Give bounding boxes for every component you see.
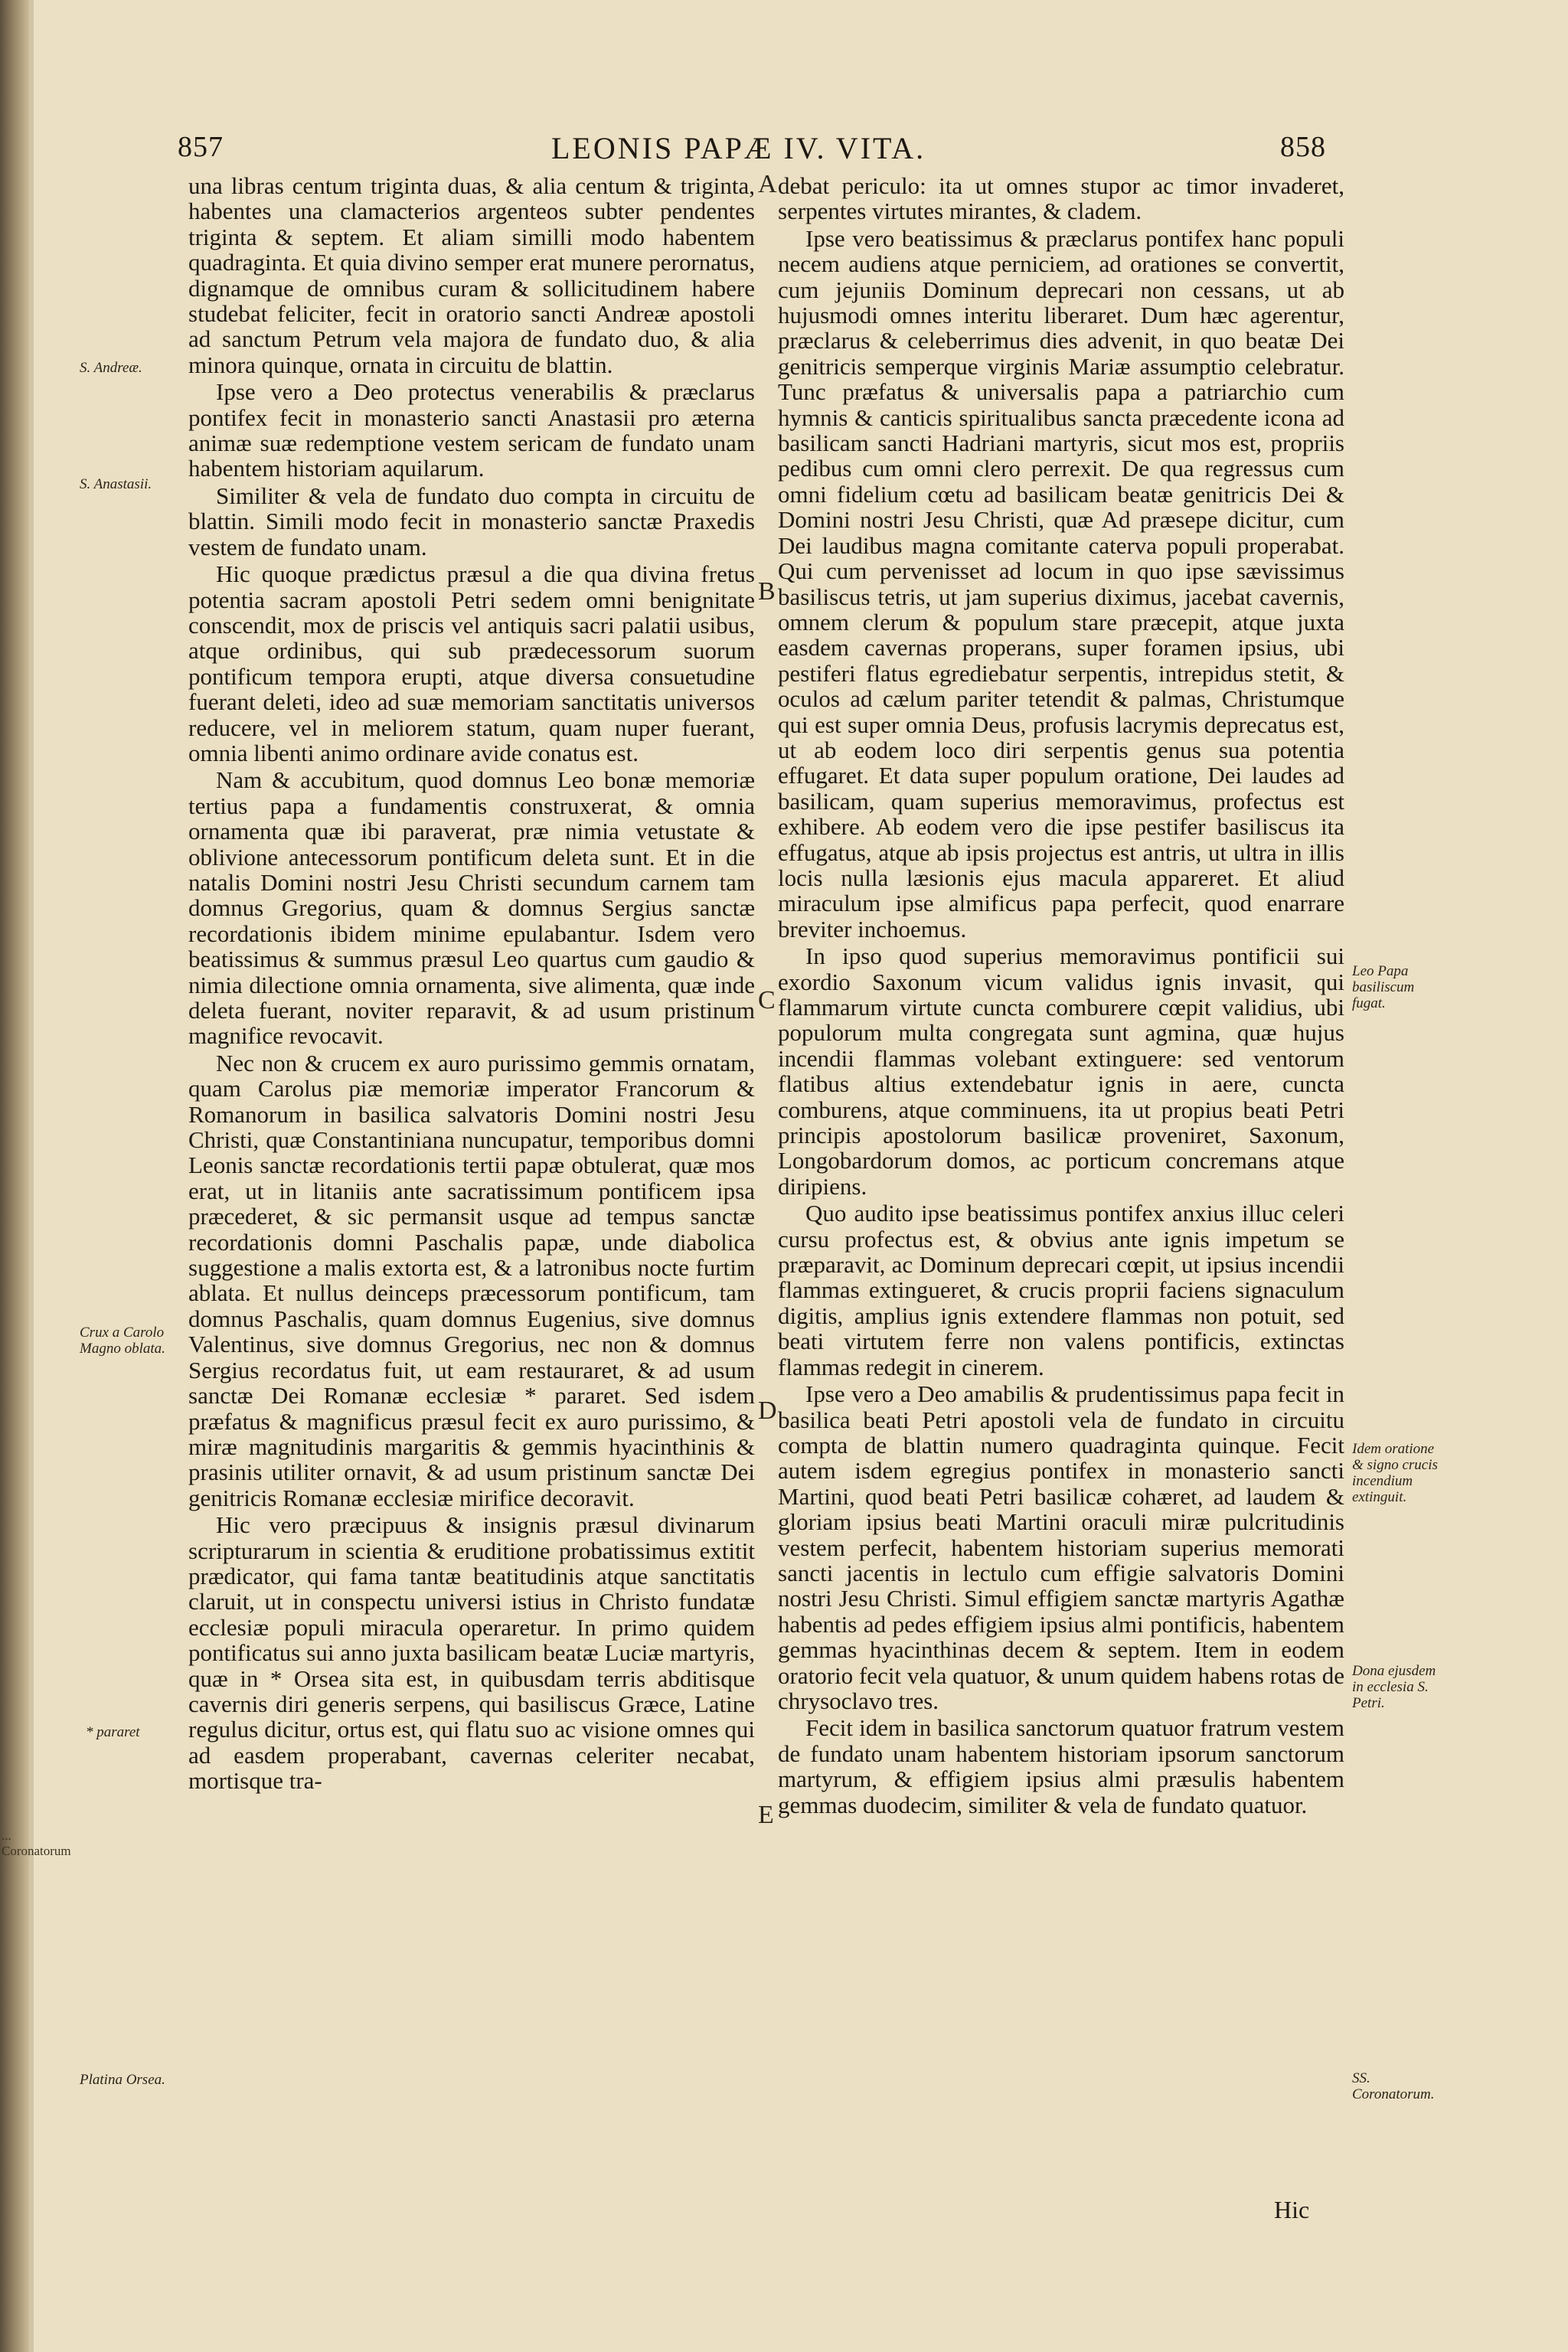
paragraph: Quo audito ipse beatissimus pontifex anxius illuc celeri cursu profectus est, & obvius ante ignis impetum se præparavit, ac Dominum deprecari cœpit, ut ipsius incendii flammas extingueret, & crucis proprii faciens signaculum digitis, amplius ignis extendere flammas non potuit, sed beati virtutem ferre non valens pontificis, extinctas flammas redegit in cinerem. xyxy=(778,1200,1344,1380)
paragraph: Fecit idem in basilica sanctorum quatuor fratrum vestem de fundato unam habentem historiam ipsorum sanctorum martyrum, & effigiem ipsius almi præsulis habentem gemmas duodecim, similiter & vela de fundato quatuor. xyxy=(778,1714,1344,1818)
right-text-column xyxy=(778,173,1344,1818)
margin-note-crux: Crux a Carolo Magno oblata. xyxy=(80,1325,165,1357)
section-letter-c: C xyxy=(758,986,776,1014)
paragraph: Nam & accubitum, quod domnus Leo bonæ memoriæ tertius papa a fundamentis construxerat, & omnia ornamenta quæ ibi paraverat, præ nimia vetustate & oblivione antecessorum pontificum deleta sunt. Et in die natalis Domini nostri Jesu Christi secundum carnem tam domnus Gregorius, quam & domnus Sergius sanctæ recordationis ibidem minime epulabantur. Isdem vero beatissimus & summus præsul Leo quartus cum gaudio & nimia dilectione omnia ornamenta, sive alimenta, quæ inde deleta fuerant, noviter reparavit, & ad usum pristinum magnifice revocavit. xyxy=(188,766,755,1050)
paragraph: Ipse vero a Deo amabilis & prudentissimus papa fecit in basilica beati Petri apostoli vela de fundato in circuitu compta de blattin numero quadraginta quinque. Fecit autem isdem egregius pontifex in monasterio sancti Martini, quod beati Petri basilicæ cohæret, ad laudem & gloriam ipsius beati Martini oraculi miræ pulcritudinis vestem perfecit, habentem historiam superius memorati sancti jacentis in lectulo cum effigie salvatoris Domini nostri Jesu Christi. Simul effigiem sanctæ martyris Agathæ habentis ad pedes effigiem ipsius almi pontificis, habentem gemmas hyacinthinas decem & septem. Item in eodem oratorio fecit vela quatuor, & unum quidem habens rotas de chrysoclavo tres. xyxy=(778,1380,1344,1714)
margin-note-andreae: S. Andreæ. xyxy=(80,360,142,376)
page-number-left: 857 xyxy=(178,131,224,163)
paragraph: debat periculo: ita ut omnes stupor ac timor invaderet, serpentes virtutes mirantes, & cladem. xyxy=(778,172,1344,225)
paragraph: Hic quoque prædictus præsul a die qua divina fretus potentia sacram apostoli Petri sedem omni benignitate conscendit, mox de priscis vel antiquis sacri palatii usibus, atque ordinibus, qui sub prædecessorum suorum pontificum tempora erupti, atque diversa consuetudine fuerant deleti, ideo ad suæ memoriam sanctitatis universos reducere, vel in meliorem statum, quam nuper fuerant, omnia libenti animo ordinare avide conatus est. xyxy=(188,560,755,766)
paragraph: Ipse vero a Deo protectus venerabilis & præclarus pontifex fecit in monasterio sancti Anastasii pro æterna animæ suæ redemptione vestem sericam de fundato unam habentem historiam aquilarum. xyxy=(188,378,755,482)
paragraph: In ipso quod superius memoravimus pontificii sui exordio Saxonum vicum validus ignis invasit, qui flammarum virtute cuncta comburere cœpit validius, ubi populorum multa congregata sunt agmina, quæ hujus incendii flammas volebant extinguere: sed ventorum flatibus altius extendebatur ignis in aere, cuncta comburens, atque comminuens, ita ut propius beati Petri principis apostolorum basilicæ proveniret, Saxonum, Longobardorum domos, ac porticum concremans atque diripiens. xyxy=(778,942,1344,1200)
paragraph: Hic vero præcipuus & insignis præsul divinarum scripturarum in scientia & eruditione probatissimus extitit prædicator, qui fama tantæ beatitudinis atque sanctitatis claruit, ut in conspectu universi istius in Christo fundatæ ecclesiæ populi miracula operaretur. In primo quidem pontificatus sui anno juxta basilicam beatæ Luciæ martyris, quæ in * Orsea sita est, in quibusdam terris abditisque cavernis diri generis serpens, qui basiliscus Græce, Latine regulus dicitur, ortus est, qui flatu suo ac visione omnes qui ad easdem properabant, cavernas celeriter necabat, mortisque tra- xyxy=(188,1511,755,1795)
margin-note-dona: Dona ejusdem in ecclesia S. Petri. xyxy=(1352,1663,1436,1711)
paragraph: Ipse vero beatissimus & præclarus pontifex hanc populi necem audiens atque perniciem, ad orationes se convertit, cum jejuniis Dominum deprecari non cessans, ut ab hujusmodi omnes interitu liberaret. Dum hæc agerentur, præclarus & celeberrimus dies advenit, in quo beatæ Dei genitricis semperque virginis Mariæ assumptio celebratur. Tunc præfatus & universalis papa a patriarchio cum hymnis & canticis spiritualibus sancta præcedente icona ad basilicam sancti Hadriani martyris, sicut mos est, propriis pedibus cum omni clero perrexit. De qua regressus cum omni fidelium cœtu ad basilicam beatæ genitricis Dei & Domini nostri Jesu Christi, quæ Ad præsepe dicitur, cum Dei laudibus magna comitante caterva populi properabat. Qui cum pervenisset ad locum in quo ipse sævissimus basiliscus tetris, ut jam superius diximus, jacebat cavernis, omnem clerum & populum stare præcepit, atque juxta easdem cavernas properans, super foramen ipsius, ubi pestiferi flatus egrediebatur serpentis, intrepidus stetit, & oculos ad cælum pariter tetendit & palmas, Christumque qui est super omnia Deus, profusis lacrymis deprecatus est, ut ab eodem loco diri serpentis genus sua potentia effugaret. Et data super populum oratione, Dei laudes ad basilicam, quam superius memoravimus, profectus est exhibere. Ab eodem vero die ipse pestifer basiliscus ita effugatus, atque ab ipsis projectus est antris, ut ultra in illis locis nulla læsionis ejus macula appareret. Et aliud miraculum ipse almificus papa perfecit, quod enarrare breviter inchoemus. xyxy=(778,224,1344,942)
margin-note-incendium: Idem oratione & signo crucis incendium extinguit. xyxy=(1352,1441,1438,1505)
section-letter-d: D xyxy=(758,1396,777,1425)
margin-note-pararet: * pararet xyxy=(86,1724,140,1740)
running-title: LEONIS PAPÆ IV. VITA. xyxy=(551,131,926,165)
left-text-column xyxy=(188,173,755,1794)
section-letter-a: A xyxy=(758,170,777,198)
edge-fragment-note: ... Coronatorum xyxy=(2,1828,71,1858)
page-number-right: 858 xyxy=(1280,131,1326,163)
section-letter-e: E xyxy=(758,1801,774,1829)
margin-note-basiliscum: Leo Papa basiliscum fugat. xyxy=(1352,963,1415,1011)
page-fold xyxy=(29,0,34,2352)
margin-note-anastasii: S. Anastasii. xyxy=(80,476,152,492)
paragraph: Nec non & crucem ex auro purissimo gemmis ornatam, quam Carolus piæ memoriæ imperator Francorum & Romanorum in basilica salvatoris Domini nostri Jesu Christi, quæ Constantiniana nuncupatur, temporibus domni Leonis sanctæ recordationis tertii papæ obtulerat, quæ mos erat, ut in litaniis ante sacratissimum pontificem ipsa præcederet, & sic permansit usque ad tempus sanctæ recordationis domni Paschalis papæ, unde diabolica suggestione a malis extorta est, & a latronibus nocte furtim ablata. Et nullus deinceps præcessorum pontificum, tam domnus Paschalis, quam domnus Eugenius, sive domnus Valentinus, sive domnus Gregorius, nec non & domnus Sergius recordatus fuit, ut eam restauraret, & ad usum sanctæ Dei Romanæ ecclesiæ * pararet. Sed isdem præfatus & magnificus præsul fecit ex auro purissimo, & miræ magnitudinis margaritis & gemmis hyacinthinis & prasinis utiliter ornavit, & ad usum pristinum sanctæ Dei genitricis Romanæ ecclesiæ mirifice decoravit. xyxy=(188,1049,755,1511)
catchword: Hic xyxy=(1274,2196,1310,2223)
section-letter-b: B xyxy=(758,577,776,606)
paragraph: una libras centum triginta duas, & alia centum & triginta, habentes una clamacterios argenteos subter pendentes triginta & septem. Et aliam similli modo habentem quadraginta. Et quia divino semper erat munere perornatus, dignamque de omnibus curam & sollicitudinem habere studebat feliciter, fecit in oratorio sancti Andreæ apostoli ad sanctum Petrum vela majora de fundato duo, & alia minora quinque, ornata in circuitu de blattin. xyxy=(188,172,755,378)
margin-note-coronatorum: SS. Coronatorum. xyxy=(1352,2070,1435,2102)
paragraph: Similiter & vela de fundato duo compta in circuitu de blattin. Simili modo fecit in monasterio sanctæ Praxedis vestem de fundato unam. xyxy=(188,482,755,560)
margin-note-orsea: Platina Orsea. xyxy=(80,2072,165,2088)
